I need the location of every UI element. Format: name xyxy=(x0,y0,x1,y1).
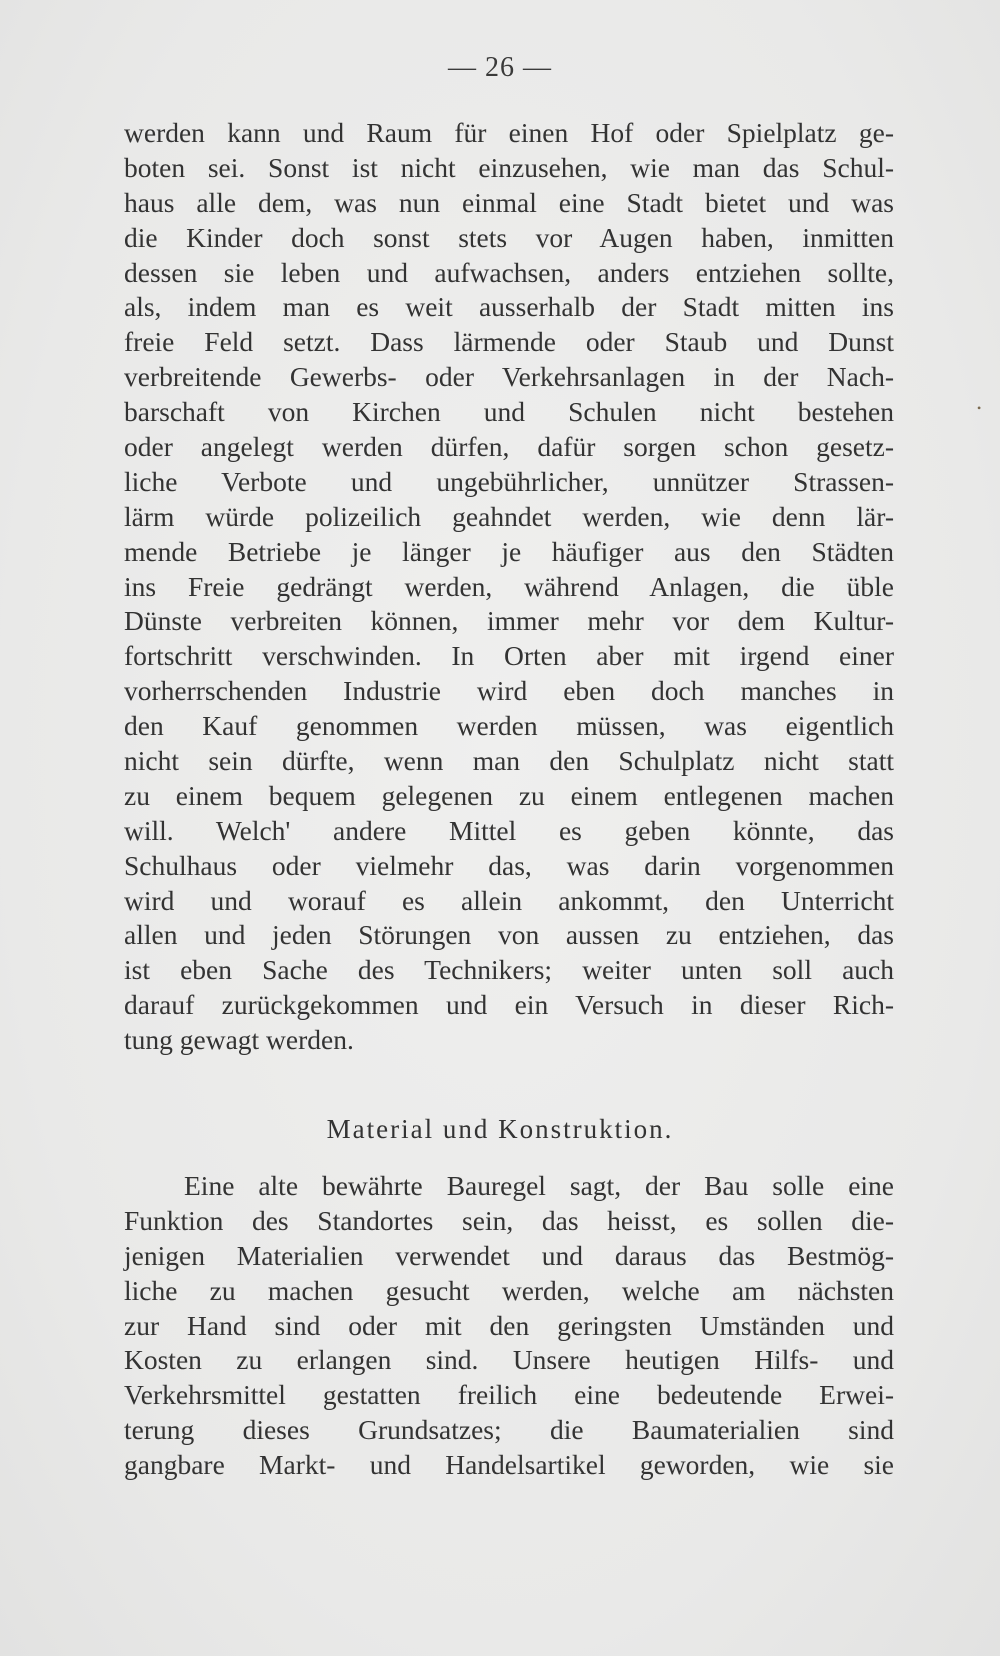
section-heading: Material und Konstruktion. xyxy=(326,1114,674,1144)
paragraph-1 xyxy=(124,116,894,1058)
text-line: als, indem man es weit ausserhalb der Stadt mitten ins xyxy=(124,291,894,323)
text-line: darauf zurückgekommen und ein Versuch in dieser Rich- xyxy=(124,989,894,1021)
text-line: nicht sein dürfte, wenn man den Schulplatz nicht statt xyxy=(124,745,894,777)
text-line: Verkehrsmittel gestatten freilich eine bedeutende Erwei- xyxy=(124,1379,894,1411)
text-line: oder angelegt werden dürfen, dafür sorgen schon gesetz- xyxy=(124,431,894,463)
text-line: die Kinder doch sonst stets vor Augen haben, inmitten xyxy=(124,221,894,253)
text-line: zur Hand sind oder mit den geringsten Umständen und xyxy=(124,1309,894,1341)
paper-speck: • xyxy=(977,401,982,415)
text-line: will. Welch' andere Mittel es geben könnte, das xyxy=(124,814,894,846)
text-line: Funktion des Standortes sein, das heisst, es sollen die- xyxy=(124,1204,894,1236)
text-line: ins Freie gedrängt werden, während Anlagen, die üble xyxy=(124,570,894,602)
text-line: dessen sie leben und aufwachsen, anders entziehen sollte, xyxy=(124,256,894,288)
text-line: wird und worauf es allein ankommt, den Unterricht xyxy=(124,884,894,916)
text-line: tung gewagt werden. xyxy=(124,1024,354,1056)
text-line: jenigen Materialien verwendet und daraus das Bestmög- xyxy=(124,1239,894,1271)
text-line: vorherrschenden Industrie wird eben doch manches in xyxy=(124,675,894,707)
page-number: — 26 — xyxy=(448,52,552,83)
text-line: barschaft von Kirchen und Schulen nicht bestehen xyxy=(124,396,894,428)
text-line: zu einem bequem gelegenen zu einem entlegenen machen xyxy=(124,779,894,811)
text-line: allen und jeden Störungen von aussen zu entziehen, das xyxy=(124,919,894,951)
text-line: terung dieses Grundsatzes; die Baumaterialien sind xyxy=(124,1414,894,1446)
text-line: werden kann und Raum für einen Hof oder Spielplatz ge- xyxy=(124,117,894,148)
text-line: Eine alte bewährte Bauregel sagt, der Bau solle eine xyxy=(184,1170,894,1201)
text-line: liche Verbote und ungebührlicher, unnützer Strassen- xyxy=(124,465,894,497)
text-line: mende Betriebe je länger je häufiger aus den Städten xyxy=(124,535,894,567)
text-line: liche zu machen gesucht werden, welche am nächsten xyxy=(124,1274,894,1306)
text-line: haus alle dem, was nun einmal eine Stadt bietet und was xyxy=(124,186,894,218)
text-line: freie Feld setzt. Dass lärmende oder Staub und Dunst xyxy=(124,326,894,358)
text-line: fortschritt verschwinden. In Orten aber mit irgend einer xyxy=(124,640,894,672)
text-line: den Kauf genommen werden müssen, was eigentlich xyxy=(124,710,894,742)
text-line: Dünste verbreiten können, immer mehr vor dem Kultur- xyxy=(124,605,894,637)
text-line: lärm würde polizeilich geahndet werden, wie denn lär- xyxy=(124,500,894,532)
text-line: boten sei. Sonst ist nicht einzusehen, wie man das Schul- xyxy=(124,151,894,183)
text-line: verbreitende Gewerbs- oder Verkehrsanlagen in der Nach- xyxy=(124,361,894,393)
text-line: ist eben Sache des Technikers; weiter unten soll auch xyxy=(124,954,894,986)
paragraph-2 xyxy=(124,1169,894,1483)
text-line: Kosten zu erlangen sind. Unsere heutigen Hilfs- und xyxy=(124,1344,894,1376)
text-line: Schulhaus oder vielmehr das, was darin vorgenommen xyxy=(124,849,894,881)
text-line: gangbare Markt- und Handelsartikel geworden, wie sie xyxy=(124,1449,894,1481)
